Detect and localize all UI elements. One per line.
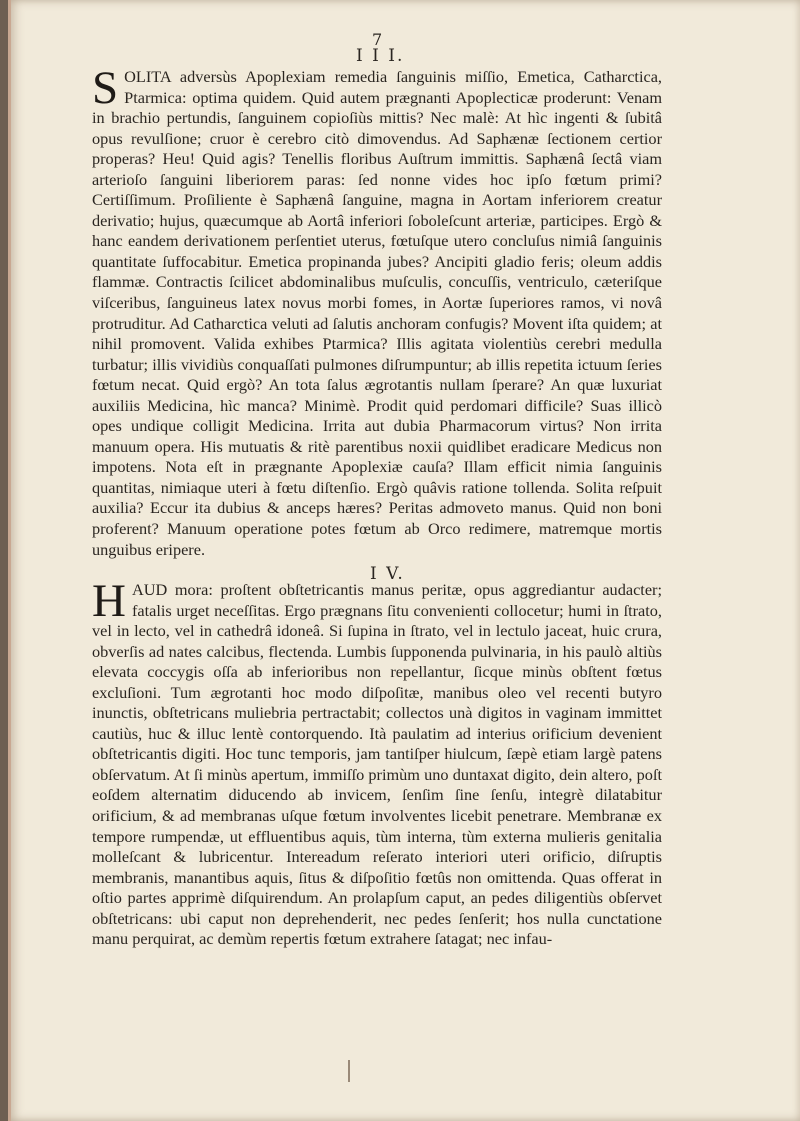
book-page (8, 0, 800, 1121)
section-3-paragraph (92, 62, 662, 563)
section-number-4: I V. (370, 564, 405, 584)
bottom-mark (348, 1060, 350, 1082)
section-3-text: OLITA adversùs Apoplexiam remedia ſanguinis miſſio, Emetica, Catharctica, Ptarmica: optima quidem. Quid autem prægnanti Apoplecticæ proderunt: Venam in brachio pertundis, ſanguinem copioſiùs mittis? Nec malè: At hìc ingenti & ſubitâ opus revulſione; cruor è cerebro citò dimovendus. Ad Saphænæ ſectionem certior properas? Heu! Quid agis? Tenellis floribus Auſtrum immittis. Saphænâ ſectâ viam arterioſo ſanguini liberiorem paras: ſed nonne vides hoc ipſo fœtum primi? Certiſſimum. Proſiliente è Saphænâ ſanguine, magna in Aortam inferiorem creatur derivatio; hujus, quæcumque ab Aortâ inferiori ſoboleſcunt arteriæ, participes. Ergò & hanc eandem derivationem perſentiet uterus, fœtuſque utero concluſus nimiâ ſanguinis quantitate ſuffocabitur. Emetica propinanda jubes? Ancipiti gladio feris; oleum addis flammæ. Contractis ſcilicet abdominalibus muſculis, concuſſis, ventriculo, cæteriſque viſceribus, ſanguineus latex novus morbi fomes, in Aortæ ſuperiores ramos, vi novâ protruditur. Ad Catharctica veluti ad ſalutis anchoram confugis? Movent iſta quidem; at nihil promovent. Valida exhibes Ptarmica? Illis agitata violentiùs cerebri medulla turbatur; illis vividiùs conquaſſati pulmones diſrumpuntur; ab illis repetita ictuum ſeries fœtum necat. Quid ergò? An tota ſalus ægrotantis nullam ſperare? An quæ luxuriat auxiliis Medicina, hìc manca? Minimè. Prodit quid perdomari difficile? Suas illicò opes undique colligit Medicina. Irrita aut dubia Pharmacorum virtus? Non irrita manuum opera. His mutuatis & ritè parentibus noxii quidlibet eradicare Medicus non impotens. Nota eſt in prægnante Apoplexiæ cauſa? Illam efficit nimia ſanguinis quantitas, nimiaque uteri à fœtu diſtenſio. Ergò quâvis ratione tollenda. Solita reſpuit auxilia? Eccur ita dubius & anceps hæres? Peritas admoveto manus. Quid non boni proferent? Manuum operatione potes fœtum ab Orco redimere, matremque mortis unguibus eripere. (92, 67, 662, 559)
section-number-3: I I I. (356, 46, 405, 66)
drop-cap-h: H (92, 575, 126, 627)
page-gutter (8, 0, 11, 1121)
page-number: 7 (372, 30, 384, 49)
section-4-text: AUD mora: proſtent obſtetricantis manus peritæ, opus aggrediantur audacter; fatalis urget neceſſitas. Ergo prægnans ſitu convenienti collocetur; humi in ſtrato, vel in lecto, vel in cathedrâ idoneâ. Si ſupina in ſtrato, vel in lectulo jaceat, huic crura, obverſis ad nates calcibus, flectenda. Lumbis ſupponenda pulvinaria, in his paulò altiùs elevata coccygis oſſa ab inferioribus non repellantur, ſicque minùs obſtent fœtus excluſioni. Tum ægrotanti hoc modo diſpoſitæ, manibus oleo vel recenti butyro inunctis, obſtetricans muliebria pertractabit; collectos unà digitos in vaginam immittet cautiùs, huc & illuc lentè contorquendo. Ità paulatim ad interius orificium devenient obſtetricantis digiti. Hoc tunc temporis, jam tantiſper hiulcum, ſæpè etiam largè patens obſervatum. At ſi minùs apertum, immiſſo primùm uno duntaxat digito, dein altero, poſt eoſdem alternatim diducendo ab invicem, ſenſim ſine ſenſu, integrè dilatabitur orificium, & ad membranas uſque fœtum involventes licebit penetrare. Membranæ ex tempore rumpendæ, ut effluentibus aquis, tùm interna, tùm externa mulieris genitalia molleſcant & lubricentur. Intereadum reſerato interiori uteri orificio, diſruptis membranis, manantibus aquis, ſitus & diſpoſitio fœtûs non omittenda. Quas offerat in oſtio partes apprimè diſquirendum. An prolapſum caput, an pedes diligentiùs obſervet obſtetricans: ubi caput non deprehenderit, nec pedes ſenſerit; hos nulla cunctatione manu perquirat, ac demùm repertis fœtum extrahere ſatagat; nec infau- (92, 580, 662, 949)
section-4-paragraph (92, 575, 662, 1040)
drop-cap-s: S (92, 62, 119, 114)
